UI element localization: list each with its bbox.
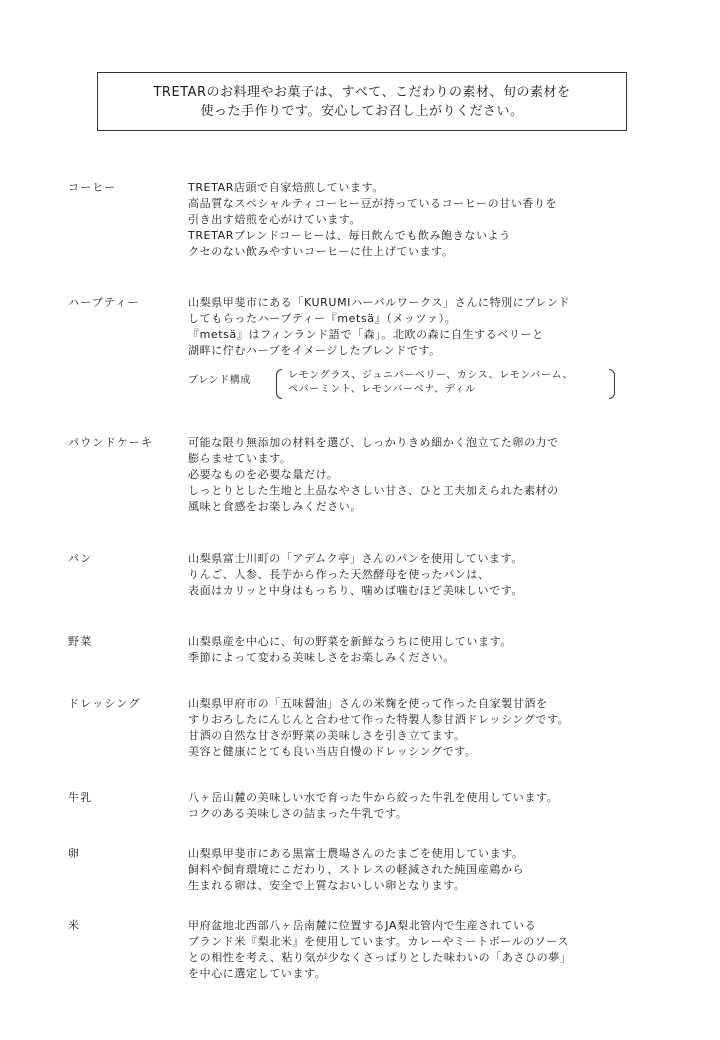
body-line: 膨らませています。 bbox=[188, 452, 292, 465]
blend-items bbox=[288, 369, 573, 397]
intro-box bbox=[97, 72, 627, 131]
body-line: しっとりとした生地と上品なやさしい甘さ、ひと工夫加えられた素材の bbox=[188, 484, 559, 497]
body-line: 高品質なスペシャルティコーヒー豆が持っているコーヒーの甘い香りを bbox=[188, 197, 558, 210]
body-line: 山梨県甲斐市にある「KURUMIハーバルワークス」さんに特別にブレンド bbox=[188, 296, 571, 309]
section-body-herbtea bbox=[188, 295, 648, 403]
section-title-herbtea: ハーブティー bbox=[68, 296, 140, 309]
body-line: すりおろしたにんじんと合わせて作った特製人参甘酒ドレッシングです。 bbox=[188, 713, 570, 726]
body-line: 風味と食感をお楽しみください。 bbox=[188, 500, 362, 513]
body-line: TRETAR店頭で自家焙煎しています。 bbox=[188, 181, 384, 194]
body-line: 甘酒の自然な甘さが野菜の美味しさを引き立てます。 bbox=[188, 729, 466, 742]
body-line: 表面はカリッと中身はもっちり、噛めば噛むほど美味しいです。 bbox=[188, 584, 524, 597]
left-bracket-icon bbox=[276, 369, 282, 399]
section-body-bread bbox=[188, 551, 648, 599]
section-title-coffee: コーヒー bbox=[68, 181, 117, 194]
body-line: 山梨県産を中心に、旬の野菜を新鮮なうちに使用しています。 bbox=[188, 635, 512, 648]
body-line: 美容と健康にとても良い当店自慢のドレッシングです。 bbox=[188, 745, 477, 758]
body-line: 季節によって変わる美味しさをお楽しみください。 bbox=[188, 651, 455, 664]
body-line: クセのない飲みやすいコーヒーに仕上げています。 bbox=[188, 245, 454, 258]
section-body-egg bbox=[188, 846, 648, 894]
blend-label: ブレンド構成 bbox=[188, 375, 251, 386]
body-line: 必要なものを必要な量だけ。 bbox=[188, 468, 339, 481]
blend-composition bbox=[188, 369, 648, 403]
section-title-bread: パン bbox=[68, 552, 93, 565]
blend-item-line: レモングラス、ジュニパーベリー、カシス、レモンバーム、 bbox=[288, 370, 573, 381]
body-line: 甲府盆地北西部八ヶ岳南麓に位置するJA梨北管内で生産されている bbox=[188, 919, 537, 932]
right-bracket-icon bbox=[609, 369, 615, 399]
body-line: 山梨県甲府市の「五味醤油」さんの米麹を使って作った自家製甘酒を bbox=[188, 697, 548, 710]
body-line: 飼料や飼育環境にこだわり、ストレスの軽減された純国産鶏から bbox=[188, 863, 525, 876]
body-line: 生まれる卵は、安全で上質なおいしい卵となります。 bbox=[188, 879, 466, 892]
section-title-milk: 牛乳 bbox=[68, 791, 93, 804]
body-line: コクのある美味しさの詰まった牛乳です。 bbox=[188, 807, 408, 820]
intro-line: TRETARのお料理やお菓子は、すべて、こだわりの素材、旬の素材を bbox=[153, 84, 571, 100]
blend-item-line: ペパーミント、レモンバーベナ、ディル bbox=[288, 384, 476, 395]
body-line: TRETARブレンドコーヒーは、毎日飲んでも飲み飽きないよう bbox=[188, 229, 511, 242]
body-line: 山梨県甲斐市にある黒富士農場さんのたまごを使用しています。 bbox=[188, 847, 524, 860]
section-body-rice bbox=[188, 918, 648, 982]
section-title-vegetables: 野菜 bbox=[68, 635, 93, 648]
body-line: ブランド米『梨北米』を使用しています。カレーやミートボールのソース bbox=[188, 935, 569, 948]
section-title-poundcake: パウンドケーキ bbox=[68, 436, 154, 449]
section-body-poundcake bbox=[188, 435, 648, 515]
body-line: してもらったハーブティー『metsä』（メッツァ）。 bbox=[188, 312, 457, 325]
section-title-egg: 卵 bbox=[68, 847, 81, 860]
section-title-dressing: ドレッシング bbox=[68, 697, 141, 710]
section-body-milk bbox=[188, 790, 648, 822]
body-line: 八ヶ岳山麓の美味しい水で育った牛から絞った牛乳を使用しています。 bbox=[188, 791, 559, 804]
body-line: 引き出す焙煎を心がけています。 bbox=[188, 213, 362, 226]
body-line: りんご、人参、長芋から作った天然酵母を使ったパンは、 bbox=[188, 568, 490, 581]
section-body-coffee bbox=[188, 180, 648, 260]
body-line: を中心に選定しています。 bbox=[188, 967, 327, 980]
body-line: 山梨県富士川町の「アデムク亭」さんのパンを使用しています。 bbox=[188, 552, 523, 565]
body-line: 湖畔に佇むハーブをイメージしたブレンドです。 bbox=[188, 344, 441, 357]
body-line: 『metsä』はフィンランド語で「森」。北欧の森に自生するベリーと bbox=[188, 328, 544, 341]
section-title-rice: 米 bbox=[68, 919, 81, 932]
body-line: 可能な限り無添加の材料を選び、しっかりきめ細かく泡立てた卵の力で bbox=[188, 436, 559, 449]
intro-line: 使った手作りです。安心してお召し上がりください。 bbox=[200, 103, 524, 119]
section-body-dressing bbox=[188, 696, 648, 760]
section-body-vegetables bbox=[188, 634, 648, 666]
body-line: との相性を考え、粘り気が少なくさっぱりとした味わいの「あさひの夢」 bbox=[188, 951, 572, 964]
